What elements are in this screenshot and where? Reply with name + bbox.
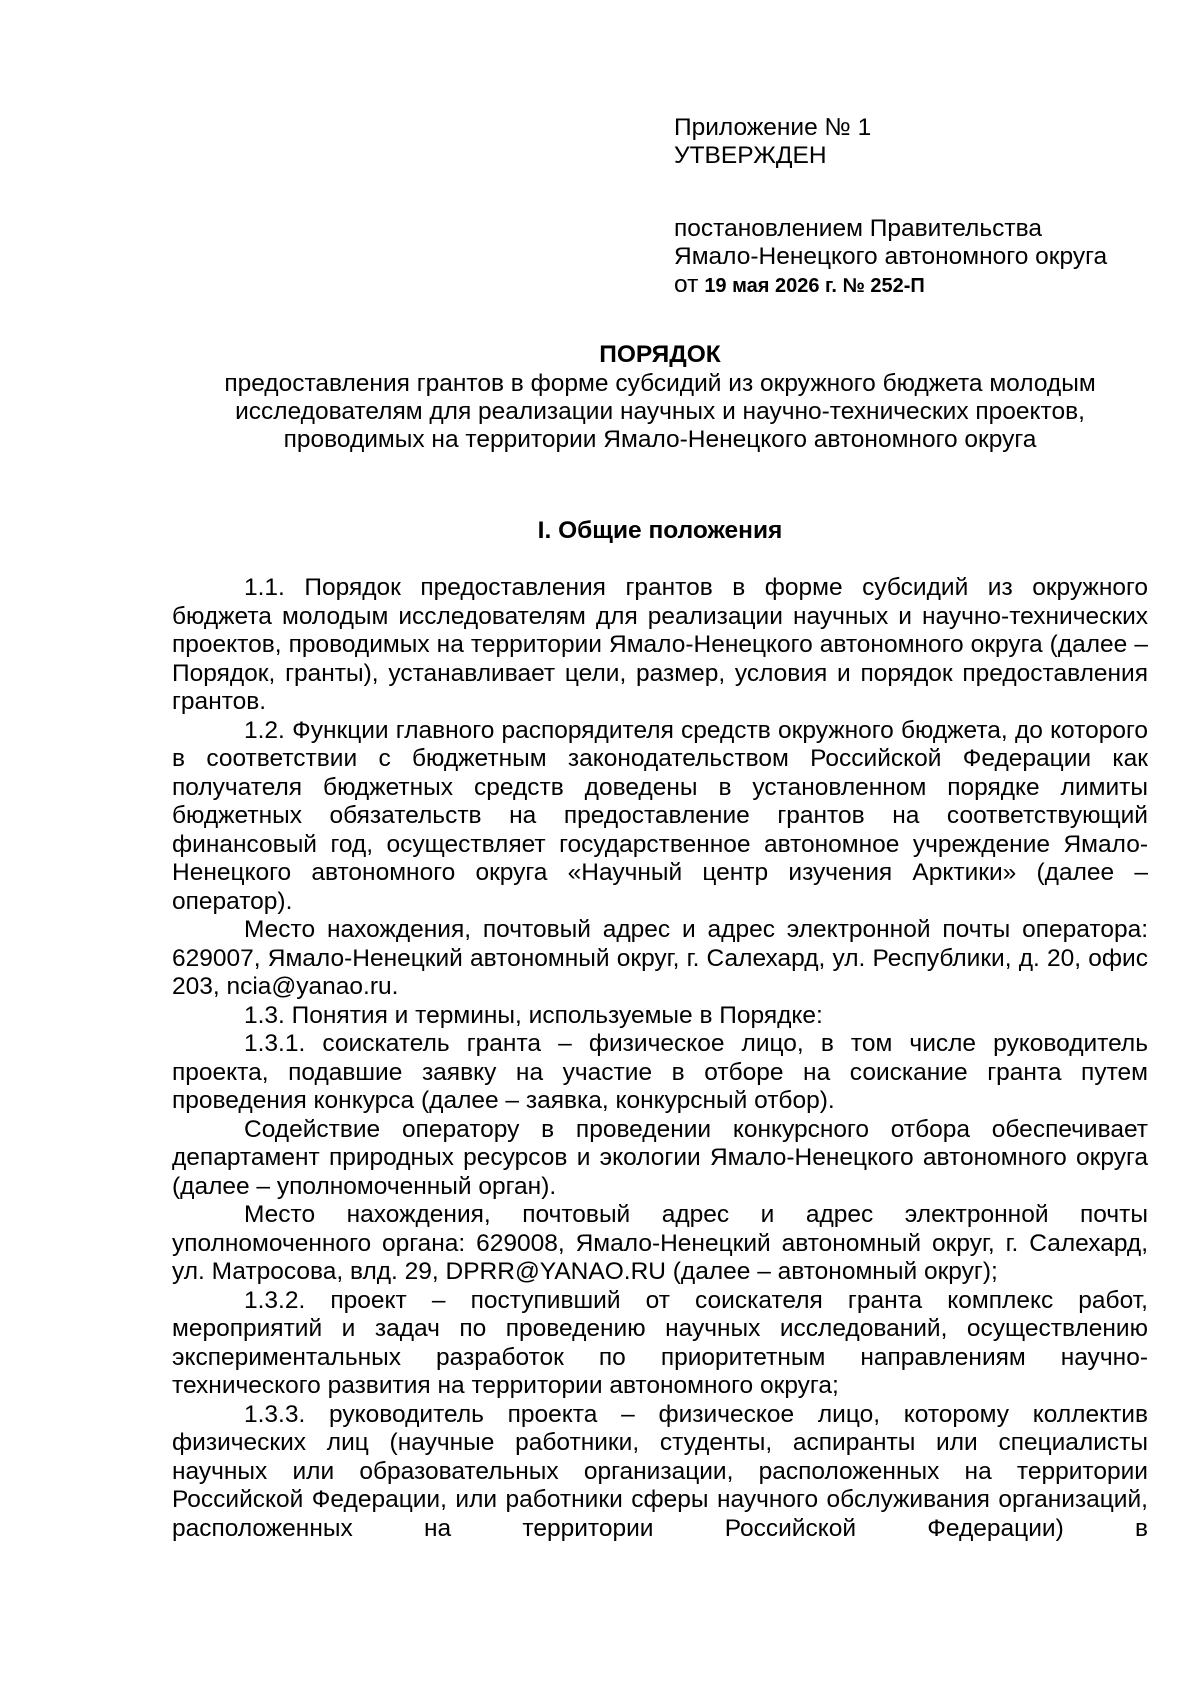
appendix-label: Приложение № 1	[674, 114, 872, 141]
document-subtitle-line: исследователям для реализации научных и научно-технических проектов,	[235, 398, 1085, 425]
paragraph-1-3-3: 1.3.3. руководитель проекта – физическое лицо, которому коллектив физических лиц (научные работники, студенты, аспиранты или специалисты научных или образовательных организации, расположенных на территории Российской Федерации, или работники сферы научного обслуживания организаций, расположенных на территории Российской Федерации) в	[172, 1400, 1148, 1542]
document-subtitle-line: проводимых на территории Ямало-Ненецкого автономного округа	[283, 426, 1037, 453]
paragraph-1-2: 1.2. Функции главного распорядителя средств окружного бюджета, до которого в соответствии с бюджетным законодательством Российской Федерации как получателя бюджетных средств доведены в установленном порядке лимиты бюджетных обязательств на предоставление грантов на соответствующий финансовый год, осуществляет государственное автономное учреждение Ямало-Ненецкого автономного округа «Научный центр изучения Арктики» (далее – оператор).	[172, 716, 1148, 915]
paragraph-operator-address: Место нахождения, почтовый адрес и адрес электронной почты оператора: 629007, Ямало-Ненецкий автономный округ, г. Салехард, ул. Республики, д. 20, офис 203, ncia@yanao.ru.	[172, 916, 1148, 1000]
document-subtitle-line: предоставления грантов в форме субсидий из окружного бюджета молодым	[224, 370, 1096, 397]
paragraph-authorized-body-address: Место нахождения, почтовый адрес и адрес электронной почты уполномоченного органа: 629008, Ямало-Ненецкий автономный округ, г. Салехард, ул. Матросова, влд. 29, DPRR@YANAO.RU (далее – автономный округ);	[172, 1201, 1148, 1285]
paragraph-authorized-body: Содействие оператору в проведении конкурсного отбора обеспечивает департамент природных ресурсов и экологии Ямало-Ненецкого автономного округа (далее – уполномоченный орган).	[172, 1115, 1148, 1200]
date-value: 19 мая 2026 г. № 252-П	[704, 275, 925, 297]
paragraph-1-3-1: 1.3.1. соискатель гранта – физическое лицо, в том числе руководитель проекта, подавшие заявку на участие в отборе на соискание гранта путем проведения конкурса (далее – заявка, конкурсный отбор).	[172, 1030, 1148, 1114]
resolution-date	[674, 271, 1107, 300]
paragraph-1-3: 1.3. Понятия и термины, используемые в Порядке:	[244, 1001, 823, 1029]
paragraph-1-3-2: 1.3.2. проект – поступивший от соискателя гранта комплекс работ, мероприятий и задач по проведению научных исследований, осуществлению экспериментальных разработок по приоритетным направлениям научно-технического развития на территории автономного округа;	[172, 1286, 1148, 1399]
document-title: ПОРЯДОК	[599, 341, 721, 368]
date-prefix: от	[674, 271, 699, 298]
resolution-line-2: Ямало-Ненецкого автономного округа	[674, 243, 1108, 270]
resolution-line-1: постановлением Правительства	[674, 215, 1042, 242]
document-title-block	[172, 341, 1148, 454]
section-heading: I. Общие положения	[537, 517, 783, 544]
document-body	[172, 574, 1148, 1543]
paragraph-1-1: 1.1. Порядок предоставления грантов в форме субсидий из окружного бюджета молодым исследователям для реализации научных и научно-технических проектов, проводимых на территории Ямало-Ненецкого автономного округа (далее – Порядок, гранты), устанавливает цели, размер, условия и порядок предоставления грантов.	[172, 574, 1148, 715]
approval-block	[674, 114, 1107, 300]
approved-label: УТВЕРЖДЕН	[674, 142, 827, 169]
spacer	[674, 170, 1107, 215]
